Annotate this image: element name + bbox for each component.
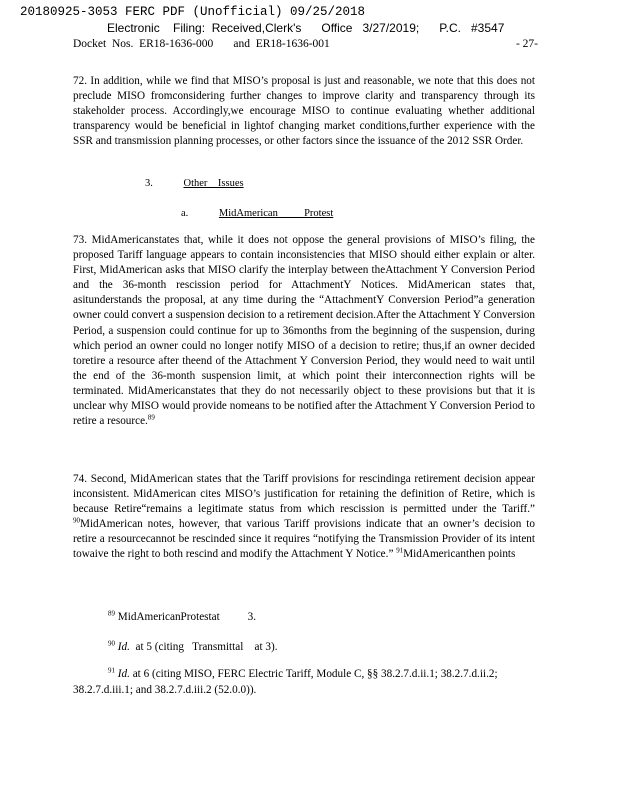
section-a-number: a. [181, 208, 189, 219]
docket-numbers: Docket Nos. ER18-1636-000 and ER18-1636-001 [73, 38, 330, 50]
paragraph-74 [73, 472, 535, 563]
filing-line: Electronic Filing: Received,Clerk's Office 3/27/2019; P.C. #3547 [107, 21, 505, 35]
footnote-ref-91: 91 [396, 546, 404, 555]
paragraph-73-text: 73. MidAmericanstates that, while it does not oppose the general provisions of MISO’s filing, the proposed Tariff language appears to contain inconsistencies that MISO should either explain or alter. First, MidAmerican asks that MISO clarify the interplay between theAttachment Y Conversion Period and the 36-month rescission period for AttachmentY Notices. MidAmerican states that, asitunderstands the proposal, at any time during the “AttachmentY Conversion Period”a generation owner could convert a suspension decision to a retirement decision.After the Attachment Y Conversion Period, a suspension could continue for up to 36months from the beginning of the suspension, during which period an owner could no longer notify MISO of a decision to retire; thus,if an owner decided toretire a resource after theend of the Attachment Y Conversion Period, they would need to wait until the end of the 36-month suspension limit, at which point their interconnection rights will be terminated. MidAmericanstates that they do not necessarily object to these provisions but that it is unclear why MISO would provide nomeans to be notified after the Attachment Y Conversion Period to retire a resource. [73, 234, 535, 428]
footnote-91-text: at 6 (citing MISO, FERC Electric Tariff, Module C, §§ 38.2.7.d.ii.1; 38.2.7.d.ii.2; 38.2.7.d.iii.1; and 38.2.7.d.iii.2 (52.0.0)). [73, 668, 498, 696]
footnote-89-text: MidAmericanProtestat 3. [117, 611, 257, 623]
section-a-heading [181, 208, 333, 219]
footnote-91-number: 91 [108, 666, 115, 675]
footnote-ref-89: 89 [147, 413, 155, 422]
footnote-90-number: 90 [108, 639, 115, 648]
ferc-stamp: 20180925-3053 FERC PDF (Unofficial) 09/25/2018 [20, 5, 366, 19]
footnote-ref-90: 90 [73, 516, 80, 525]
footnote-89-number: 89 [108, 609, 115, 618]
paragraph-72: 72. In addition, while we find that MISO’s proposal is just and reasonable, we note that this does not preclude MISO fromconsidering further changes to improve clarity and transparency through its stakeholder process. Accordingly,we encourage MISO to continue evaluating whether additional transparency would be beneficial in lightof changing market conditions,further experience with the SSR and transmission planning processes, or other factors since the issuance of the 2012 SSR Order. [73, 75, 535, 148]
section-a-title: MidAmerican Protest [218, 208, 334, 219]
footnote-91 [73, 667, 535, 698]
paragraph-74-text-a: 74. Second, MidAmerican states that the Tariff provisions for rescindinga retirement decision appear inconsistent. MidAmerican cites MISO’s justification for retaining the definition of Retire, which is because Retire“remains a legitimate status from which rescission is permitted under the Tariff.” [73, 473, 535, 516]
section-3-heading [145, 178, 244, 189]
section-3-number: 3. [145, 178, 153, 189]
paragraph-74-text-c: MidAmericanthen points [403, 548, 516, 561]
footnote-90-text: at 5 (citing Transmittal at 3). [135, 641, 278, 653]
paragraph-73 [73, 233, 535, 429]
docket-line [73, 38, 538, 50]
paragraph-74-text-b: MidAmerican notes, however, that various Tariff provisions indicate that an owner’s decision to retire a resourcecannot be rescinded since it requires “notifying the Transmission Provider of its intent towaive the right to both rescind and modify the Attachment Y Notice.” [73, 518, 535, 561]
footnote-90 [108, 640, 528, 656]
footnote-90-id: Id. [117, 641, 130, 653]
page-number: - 27- [515, 38, 538, 50]
footnote-91-id: Id. [117, 668, 130, 680]
section-3-title: Other Issues [183, 178, 244, 189]
footnote-89 [108, 610, 528, 626]
